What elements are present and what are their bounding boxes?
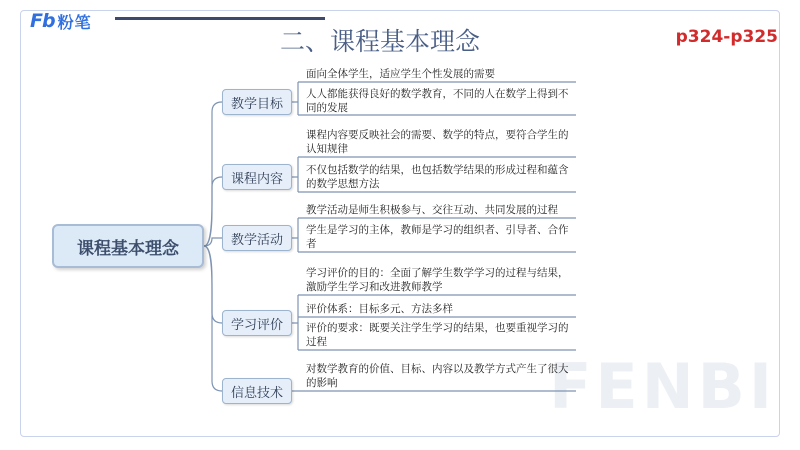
branch-learning-evaluation: 学习评价: [222, 310, 292, 336]
connector-root-b1: [204, 102, 222, 246]
leaf-evaluation-3: 评价的要求：既要关注学生学习的结果，也要重视学习的过程: [306, 322, 569, 348]
connector-root-b2: [204, 177, 222, 246]
leaf-goals-2: 人人都能获得良好的数学教育，不同的人在数学上得到不同的发展: [306, 88, 569, 114]
watermark: FENBI: [549, 350, 776, 423]
mindmap-root-node: 课程基本理念: [52, 224, 204, 268]
page-reference: p324-p325: [675, 27, 778, 47]
branch-information-technology: 信息技术: [222, 378, 292, 404]
leaf-activities-2: 学生是学习的主体，教师是学习的组织者、引导者、合作者: [306, 224, 569, 250]
logo-text: 粉笔: [57, 12, 92, 32]
leaf-content-2: 不仅包括数学的结果，也包括数学结果的形成过程和蕴含的数学思想方法: [306, 164, 569, 190]
leaf-goals-1: 面向全体学生，适应学生个性发展的需要: [306, 68, 495, 80]
logo-mark: Fb: [30, 10, 55, 32]
page-title: 二、课程基本理念: [279, 27, 480, 56]
branch-teaching-activities: 教学活动: [222, 225, 292, 251]
connector-root-b4: [204, 246, 222, 323]
leaf-activities-1: 教学活动是师生积极参与、交往互动、共同发展的过程: [306, 204, 558, 216]
leaf-content-1: 课程内容要反映社会的需要、数学的特点，要符合学生的认知规律: [306, 129, 569, 155]
leaf-evaluation-2: 评价体系：目标多元、方法多样: [306, 303, 453, 315]
leaf-evaluation-1: 学习评价的目的：全面了解学生数学学习的过程与结果，激励学生学习和改进教师教学: [306, 267, 569, 293]
branch-course-content: 课程内容: [222, 164, 292, 190]
branch-teaching-goals: 教学目标: [222, 89, 292, 115]
leaf-it-1: 对数学教育的价值、目标、内容以及教学方式产生了很大的影响: [306, 363, 569, 389]
